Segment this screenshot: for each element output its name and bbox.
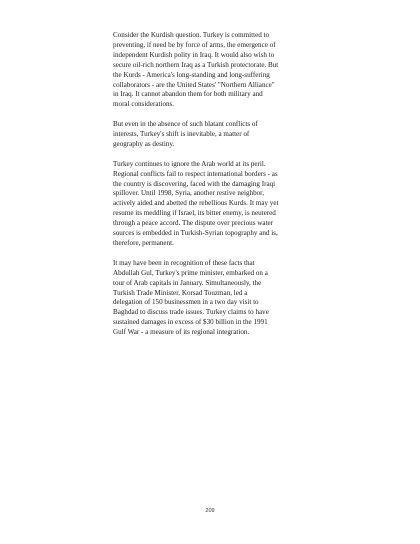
text-line: Turkish Trade Minister, Korsad Touzman, led a (113, 288, 248, 297)
text-line: delegation of 150 businessmen in a two day visit to (113, 298, 259, 307)
text-line: secure oil-rich northern Iraq as a Turkish protectorate. But (113, 60, 279, 69)
text-line: Abdullah Gul, Turkey's prime minister, embarked on a (113, 268, 268, 277)
text-line: Gulf War - a measure of its regional integration. (113, 328, 250, 337)
text-line: preventing, if need be by force of arms, the emergence of (113, 40, 276, 49)
text-line: tour of Arab capitals in January. Simultaneously, the (113, 278, 262, 287)
text-line: the country is discovering, faced with the damaging Iraqi (113, 179, 276, 188)
text-line: It may have been in recognition of these facts that (113, 258, 255, 267)
text-line: resume its meddling if Israel, its bitter enemy, is neutered (113, 209, 276, 218)
text-line: Turkey continues to ignore the Arab world at its peril. (113, 159, 266, 168)
body-text (113, 31, 313, 348)
paragraph-kurdish-question (113, 31, 313, 110)
text-line: geography as destiny. (113, 139, 175, 148)
page-number: 209 (205, 508, 215, 514)
text-line: independent Kurdish polity in Iraq. It would also wish to (113, 50, 275, 59)
paragraph-regional-integration (113, 259, 313, 338)
text-line: the Kurds - America's long-standing and long-suffering (113, 70, 270, 79)
text-line: Baghdad to discuss trade issues. Turkey claims to have (113, 308, 269, 317)
text-line: actively aided and abetted the rebellious Kurds. It may yet (113, 199, 279, 208)
paragraph-geography-destiny (113, 120, 313, 150)
text-line: through a peace accord. The dispute over precious water (113, 219, 274, 228)
text-line: collaborators - are the United States' "Northern Alliance" (113, 80, 275, 89)
text-line: sources is embedded in Turkish-Syrian topography and is, (113, 229, 278, 238)
paragraph-arab-world (113, 160, 313, 249)
text-line: Regional conflicts fail to respect international borders - as (113, 169, 278, 178)
text-line: therefore, permanent. (113, 239, 174, 247)
text-line: sustained damages in excess of $30 billion in the 1991 (113, 318, 268, 327)
text-line: moral considerations. (113, 100, 175, 109)
text-line: in Iraq. It cannot abandon them for both military and (113, 90, 263, 99)
text-line: Consider the Kurdish question. Turkey is committed to (113, 31, 270, 39)
text-line: spillover. Until 1998, Syria, another restive neighbor, (113, 189, 265, 198)
text-line: interests, Turkey's shift is inevitable, a matter of (113, 130, 250, 139)
text-line: But even in the absence of such blatant conflicts of (113, 120, 258, 129)
